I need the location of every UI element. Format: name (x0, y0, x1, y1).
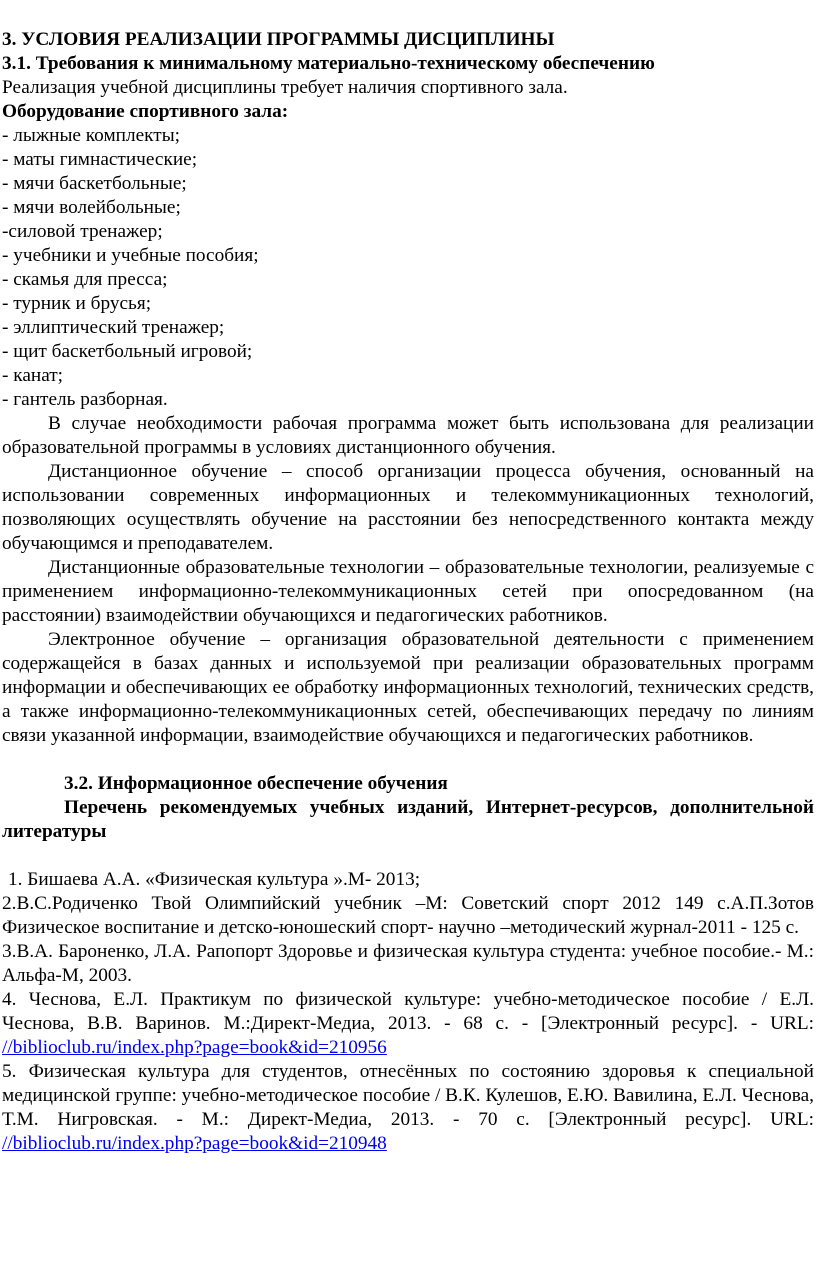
list-item: - турник и брусья; (2, 293, 152, 314)
reference-link[interactable]: //biblioclub.ru/index.php?page=book&id=210956 (2, 1037, 387, 1058)
list-item: - скамья для пресса; (2, 269, 168, 290)
subsection-title-3-1: 3.1. Требования к минимальному материально-техническому обеспечению (2, 53, 655, 74)
list-item: - мячи волейбольные; (2, 197, 181, 218)
list-item: - учебники и учебные пособия; (2, 245, 259, 266)
paragraph-distance-program: В случае необходимости рабочая программа может быть использована для реализации образовательной программы в условиях дистанционного обучения. (2, 413, 814, 458)
subsection-title-3-2: 3.2. Информационное обеспечение обучения (64, 773, 448, 794)
list-item: - лыжные комплекты; (2, 125, 181, 146)
list-item: - щит баскетбольный игровой; (2, 341, 253, 362)
reference-text: 4. Чеснова, Е.Л. Практикум по физической культуре: учебно-методическое пособие / Е.Л. Чеснова, В.В. Варинов. М.:Директ-Медиа, 2013. - 68 с. - [Электронный ресурс]. - URL: (2, 989, 814, 1034)
reference-link[interactable]: //biblioclub.ru/index.php?page=book&id=210948 (2, 1133, 387, 1154)
reference-item: 3.В.А. Бароненко, Л.А. Рапопорт Здоровье и физическая культура студента: учебное пособие.- М.: Альфа-М, 2003. (2, 941, 814, 986)
reference-item: 1. Бишаева А.А. «Физическая культура ».М- 2013; (8, 869, 421, 890)
reference-text: 5. Физическая культура для студентов, отнесённых по состоянию здоровья к специальной медицинской группе: учебно-методическое пособие / В.К. Кулешов, Е.Ю. Вавилина, Е.Л. Чеснова, Т.М. Нигровская. - М.: Директ-Медиа, 2013. - 70 с. [Электронный ресурс]. URL: (2, 1061, 814, 1130)
list-item: - маты гимнастические; (2, 149, 198, 170)
equipment-list (2, 124, 814, 412)
document-page (0, 28, 816, 1282)
list-item: - канат; (2, 365, 64, 386)
equipment-title: Оборудование спортивного зала: (2, 101, 289, 122)
section-title: 3. УСЛОВИЯ РЕАЛИЗАЦИИ ПРОГРАММЫ ДИСЦИПЛИНЫ (2, 29, 555, 50)
list-item: - эллиптический тренажер; (2, 317, 225, 338)
spacer (2, 748, 814, 772)
paragraph-distance-technologies: Дистанционные образовательные технологии – образовательные технологии, реализуемые с применением информационно-телекоммуникационных сетей при опосредованном (на расстоянии) взаимодействии обучающихся и педагогических работников. (2, 557, 814, 626)
reference-item: 2.В.С.Родиченко Твой Олимпийский учебник –М: Советский спорт 2012 149 с.А.П.Зотов Физическое воспитание и детско-юношеский спорт- научно –методический журнал-2011 - 125 с. (2, 893, 814, 938)
list-item: - мячи баскетбольные; (2, 173, 187, 194)
reference-item (2, 1060, 814, 1156)
intro-text: Реализация учебной дисциплины требует наличия спортивного зала. (2, 77, 568, 98)
list-item: - гантель разборная. (2, 389, 168, 410)
references-list (2, 868, 814, 1156)
references-list-title: Перечень рекомендуемых учебных изданий, Интернет-ресурсов, дополнительной литературы (2, 797, 814, 842)
list-item: -силовой тренажер; (2, 221, 163, 242)
spacer (2, 844, 814, 868)
paragraph-distance-learning: Дистанционное обучение – способ организации процесса обучения, основанный на использовании современных информационных и телекоммуникационных технологий, позволяющих осуществлять обучение на расстоянии без непосредственного контакта между обучающимся и преподавателем. (2, 461, 814, 554)
reference-item (2, 988, 814, 1060)
paragraph-e-learning: Электронное обучение – организация образовательной деятельности с применением содержащейся в базах данных и используемой при реализации образовательных программ информации и обеспечивающих ее обработку информационных технологий, технических средств, а также информационно-телекоммуникационных сетей, обеспечивающих передачу по линиям связи указанной информации, взаимодействие обучающихся и педагогических работников. (2, 629, 814, 746)
